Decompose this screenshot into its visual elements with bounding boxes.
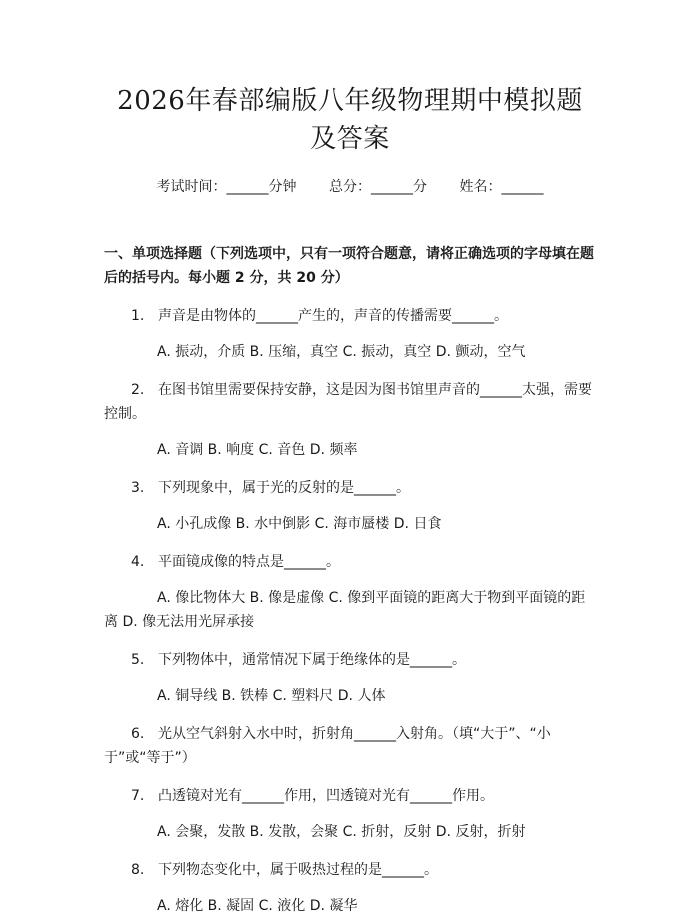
question-item xyxy=(104,378,596,462)
question-number: 1. xyxy=(131,308,145,324)
question-text: 光从空气斜射入水中时，折射角______入射角。（填“大于”、“小于”或“等于”） xyxy=(104,726,551,766)
question-number: 2. xyxy=(131,382,145,398)
question-text: 下列物态变化中，属于吸热过程的是______。 xyxy=(158,862,438,878)
question-text: 在图书馆里需要保持安静，这是因为图书馆里声音的______太强，需要控制。 xyxy=(104,382,592,422)
question-text: 凸透镜对光有______作用，凹透镜对光有______作用。 xyxy=(158,788,494,804)
question-stem xyxy=(104,722,596,770)
section-heading-single-choice: 一、单项选择题（下列选项中，只有一项符合题意，请将正确选项的字母填在题后的括号内。每小题 2 分，共 20 分） xyxy=(104,246,594,286)
question-number: 5. xyxy=(131,652,145,668)
question-text: 声音是由物体的______产生的，声音的传播需要______。 xyxy=(158,308,508,324)
exam-info-line xyxy=(104,176,596,196)
question-number: 4. xyxy=(131,554,145,570)
page-title: 2026年春部编版八年级物理期中模拟题及答案 xyxy=(117,86,583,154)
question-options: A. 音调 B. 响度 C. 音色 D. 频率 xyxy=(157,442,358,458)
question-options: A. 熔化 B. 凝固 C. 液化 D. 凝华 xyxy=(157,898,358,914)
question-text: 下列现象中，属于光的反射的是______。 xyxy=(158,480,410,496)
question-item xyxy=(104,858,596,918)
question-number: 6. xyxy=(131,726,145,742)
question-text: 下列物体中，通常情况下属于绝缘体的是______。 xyxy=(158,652,466,668)
question-item xyxy=(104,784,596,844)
question-options: A. 像比物体大 B. 像是虚像 C. 像到平面镜的距离大于物到平面镜的距离 D. 像无法用光屏承接 xyxy=(104,590,586,630)
question-item xyxy=(104,722,596,770)
question-item xyxy=(104,550,596,634)
total-score-field: 总分：______分 xyxy=(329,179,427,195)
question-item xyxy=(104,648,596,708)
question-stem xyxy=(104,476,596,500)
exam-time-field: 考试时间：______分钟 xyxy=(156,179,297,195)
question-options: A. 小孔成像 B. 水中倒影 C. 海市蜃楼 D. 日食 xyxy=(157,516,442,532)
question-options: A. 会聚，发散 B. 发散，会聚 C. 折射，反射 D. 反射，折射 xyxy=(157,824,526,840)
question-stem xyxy=(104,784,596,808)
question-options: A. 振动，介质 B. 压缩，真空 C. 振动，真空 D. 颤动，空气 xyxy=(157,344,526,360)
question-number: 3. xyxy=(131,480,145,496)
question-stem xyxy=(104,648,596,672)
question-item xyxy=(104,476,596,536)
question-number: 7. xyxy=(131,788,145,804)
question-number: 8. xyxy=(131,862,145,878)
student-name-field: 姓名：______ xyxy=(459,179,544,195)
question-stem xyxy=(104,304,596,328)
question-list xyxy=(104,304,596,918)
question-item xyxy=(104,304,596,364)
question-stem xyxy=(104,378,596,426)
question-stem xyxy=(104,550,596,574)
question-options: A. 铜导线 B. 铁棒 C. 塑料尺 D. 人体 xyxy=(157,688,386,704)
question-stem xyxy=(104,858,596,882)
question-text: 平面镜成像的特点是______。 xyxy=(158,554,340,570)
